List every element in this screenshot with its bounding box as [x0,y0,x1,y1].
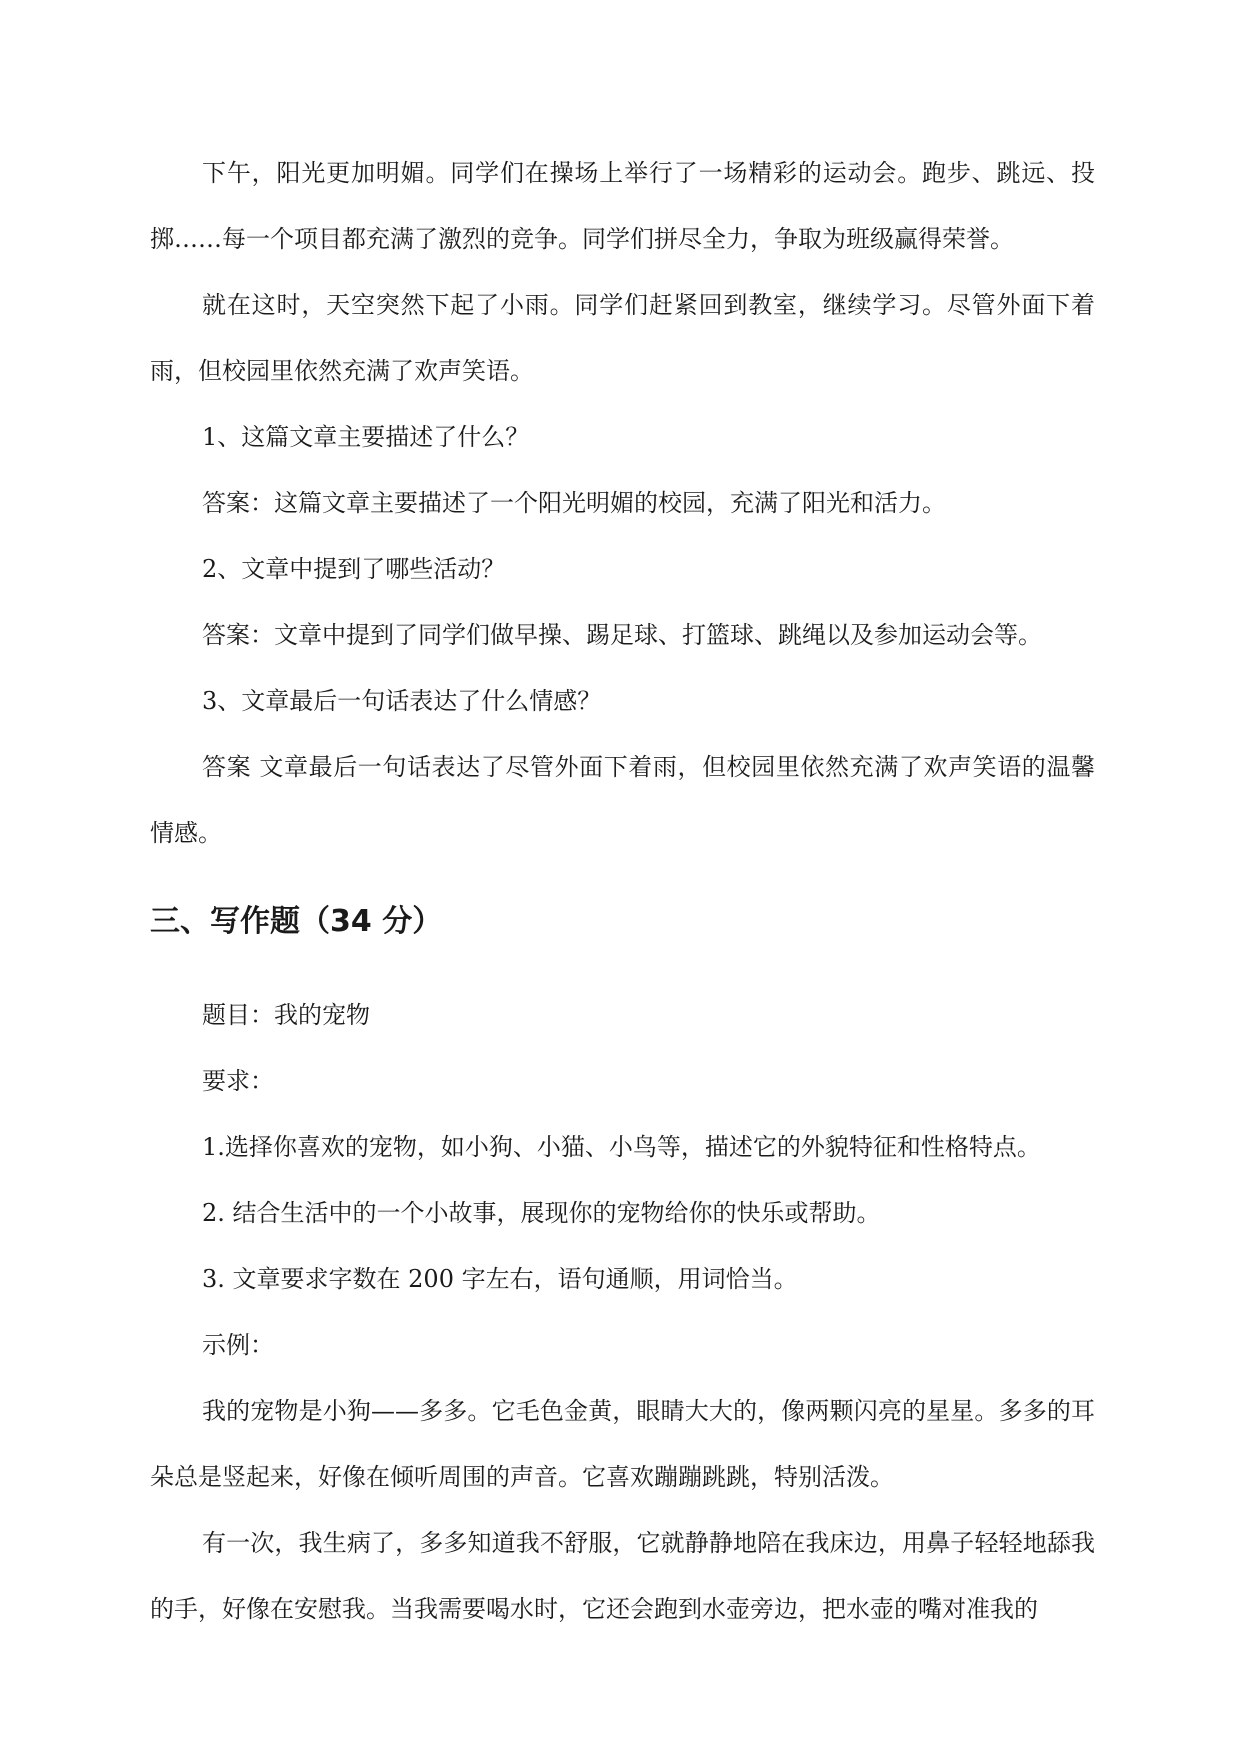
requirement-2: 2. 结合生活中的一个小故事，展现你的宠物给你的快乐或帮助。 [202,1199,881,1227]
answer-2: 答案：文章中提到了同学们做早操、踢足球、打篮球、跳绳以及参加运动会等。 [202,621,1042,649]
example-label: 示例： [202,1331,274,1359]
requirements-label: 要求： [202,1067,274,1095]
passage-paragraph-2: 就在这时，天空突然下起了小雨。同学们赶紧回到教室，继续学习。尽管外面下着雨，但校园里依然充满了欢声笑语。 [150,291,1095,385]
question-2: 2、文章中提到了哪些活动？ [202,555,506,583]
example-paragraph-2: 有一次，我生病了，多多知道我不舒服，它就静静地陪在我床边，用鼻子轻轻地舔我的手，好像在安慰我。当我需要喝水时，它还会跑到水壶旁边，把水壶的嘴对准我的 [150,1529,1095,1623]
question-3: 3、文章最后一句话表达了什么情感？ [202,687,602,715]
question-1: 1、这篇文章主要描述了什么？ [202,423,530,451]
passage-paragraph-1: 下午，阳光更加明媚。同学们在操场上举行了一场精彩的运动会。跑步、跳远、投掷……每一个项目都充满了激烈的竞争。同学们拼尽全力，争取为班级赢得荣誉。 [150,159,1095,253]
requirement-3: 3. 文章要求字数在 200 字左右，语句通顺，用词恰当。 [202,1265,798,1293]
answer-3: 答案 文章最后一句话表达了尽管外面下着雨，但校园里依然充满了欢声笑语的温馨情感。 [150,753,1095,847]
answer-1: 答案：这篇文章主要描述了一个阳光明媚的校园，充满了阳光和活力。 [202,489,946,517]
example-paragraph-1: 我的宠物是小狗——多多。它毛色金黄，眼睛大大的，像两颗闪亮的星星。多多的耳朵总是竖起来，好像在倾听周围的声音。它喜欢蹦蹦跳跳，特别活泼。 [150,1397,1095,1491]
writing-topic: 题目：我的宠物 [202,1001,370,1029]
section-heading-writing: 三、写作题（34 分） [150,904,443,939]
requirement-1: 1.选择你喜欢的宠物，如小狗、小猫、小鸟等，描述它的外貌特征和性格特点。 [202,1133,1041,1161]
document-page [150,140,1095,1642]
